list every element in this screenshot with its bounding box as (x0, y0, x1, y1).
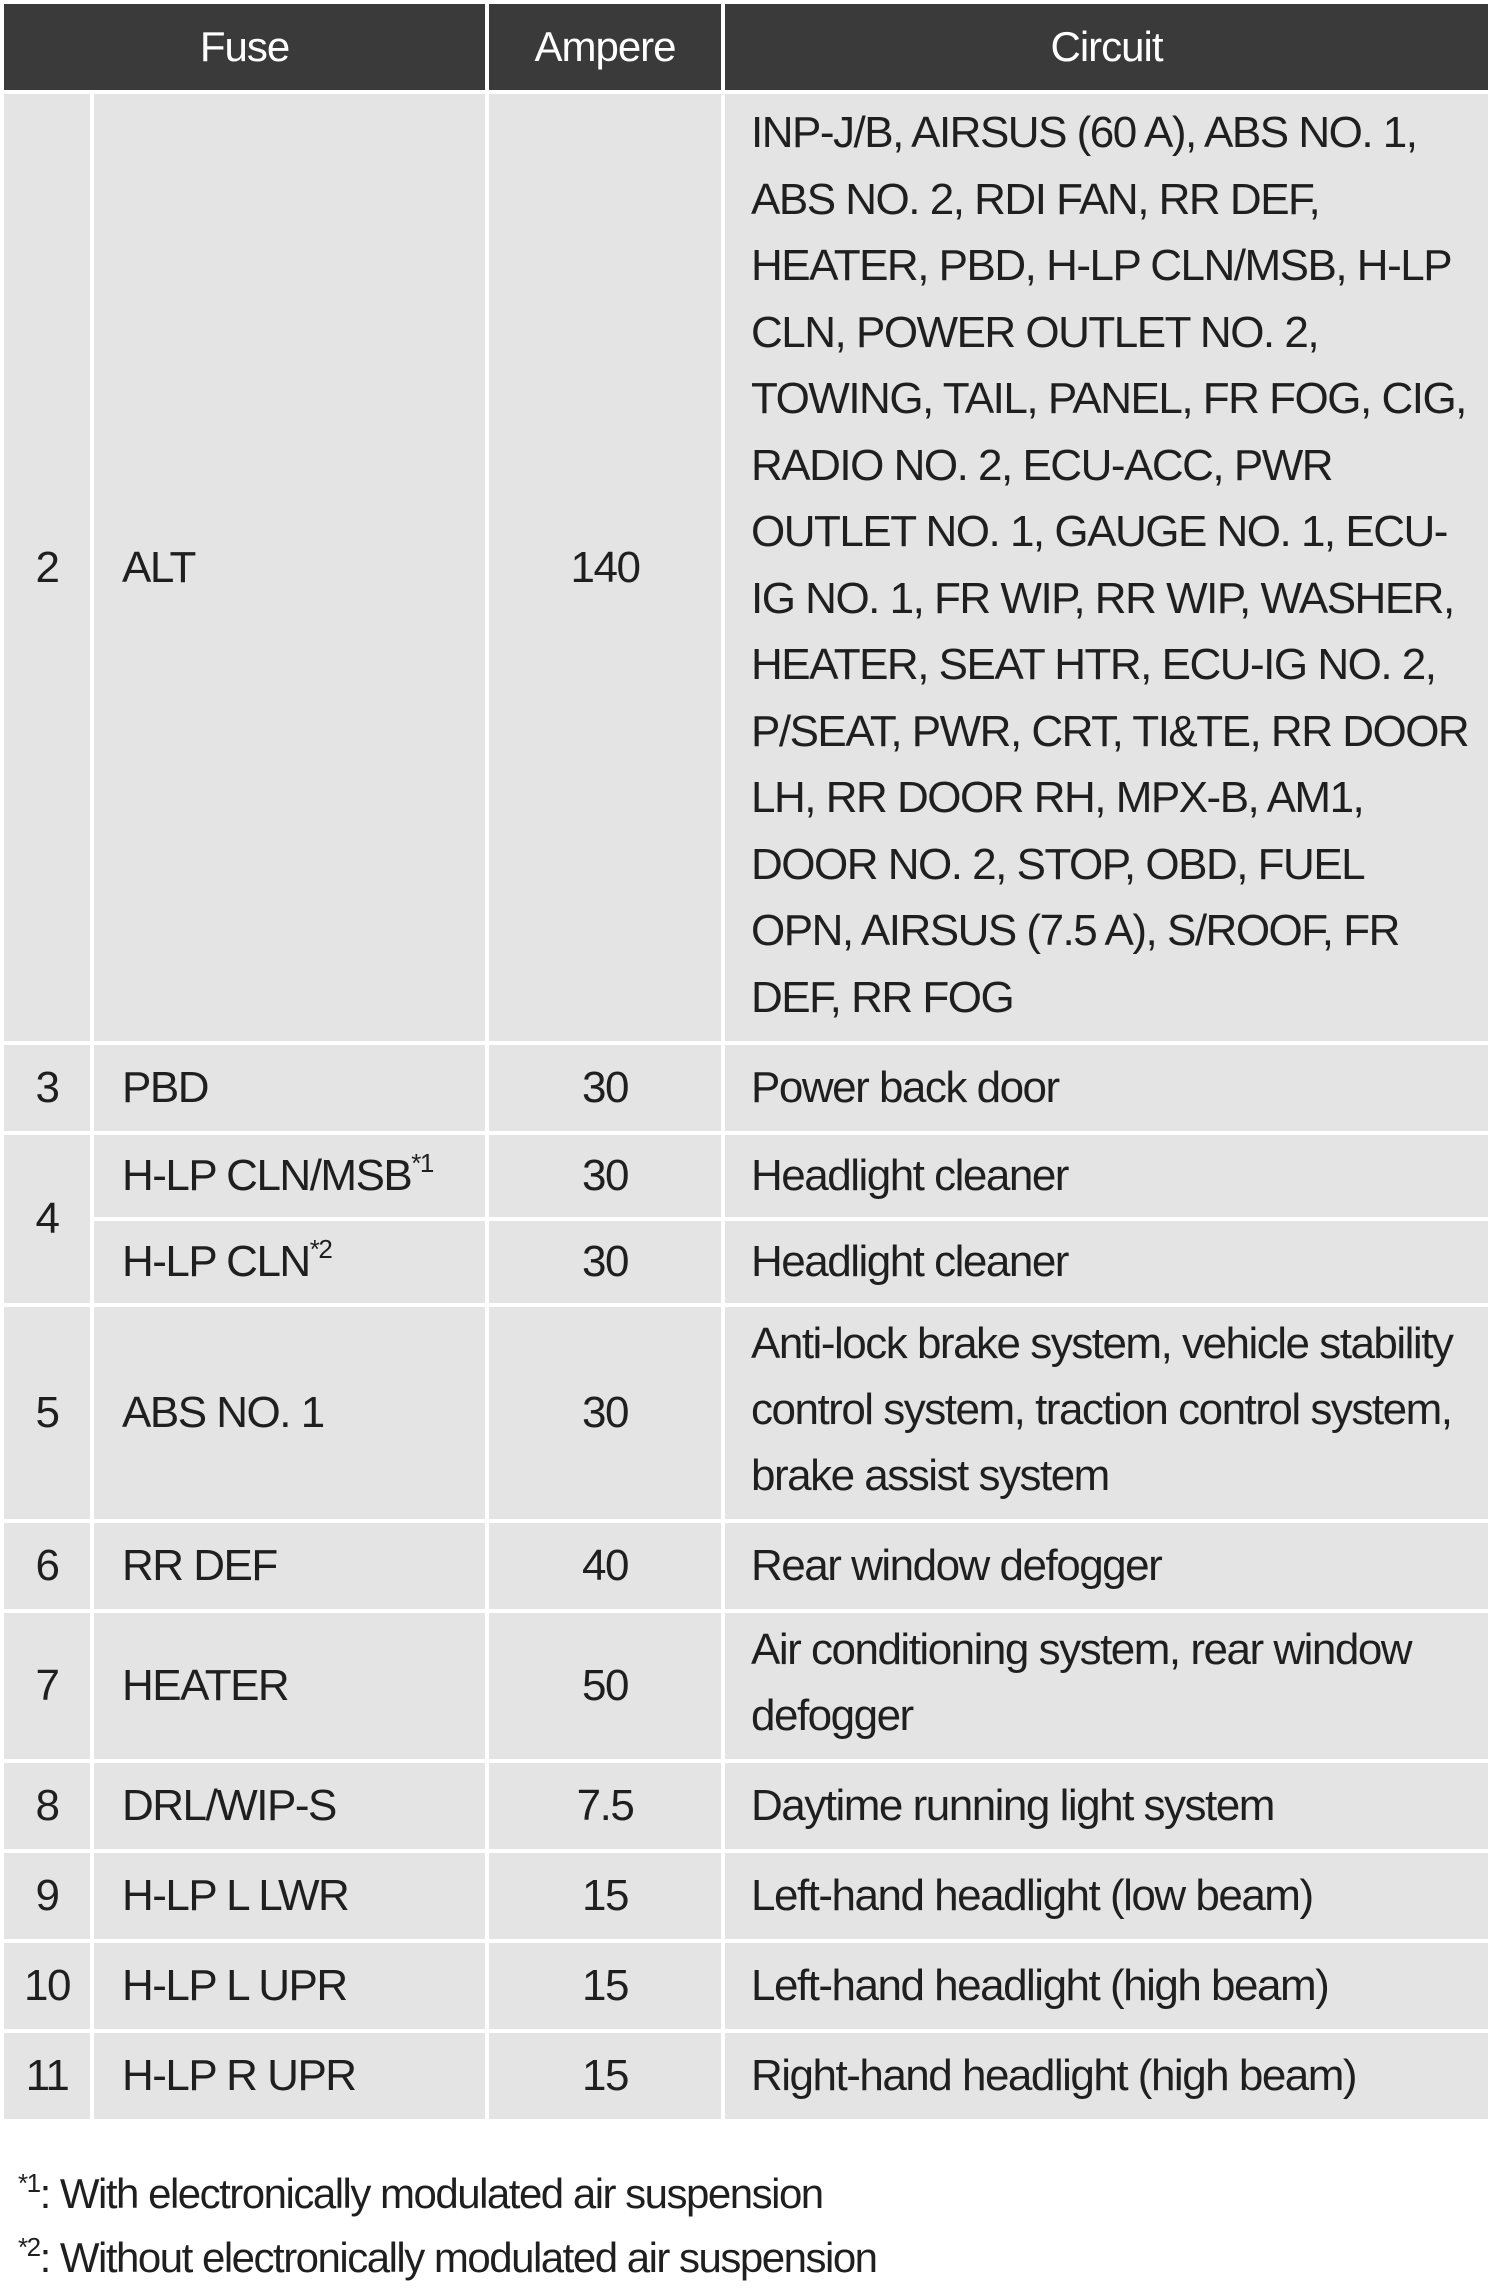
fuse-ampere: 30 (489, 1307, 721, 1519)
footnote-mark: *2 (309, 1234, 332, 1264)
table-row (4, 1307, 1488, 1519)
fuse-ampere: 7.5 (489, 1763, 721, 1849)
fuse-name-text: H-LP CLN/MSB (122, 1151, 412, 1200)
header-fuse: Fuse (4, 4, 485, 90)
table-row (4, 2033, 1488, 2119)
footnotes (18, 2162, 1478, 2290)
fuse-name: PBD (94, 1045, 485, 1131)
fuse-circuit: Daytime running light system (725, 1763, 1488, 1849)
fuse-name: HEATER (94, 1613, 485, 1759)
table-row (4, 1045, 1488, 1131)
fuse-name: DRL/WIP-S (94, 1763, 485, 1849)
header-ampere: Ampere (489, 4, 721, 90)
footnote-text: : Without electronically modulated air suspension (39, 2234, 877, 2281)
fuse-name: H-LP L LWR (94, 1853, 485, 1939)
footnote-mark-wrap (18, 2170, 40, 2217)
footnote (18, 2226, 1478, 2290)
footnote-text: : With electronically modulated air suspension (39, 2170, 823, 2217)
table-row (4, 1763, 1488, 1849)
fuse-circuit: Power back door (725, 1045, 1488, 1131)
fuse-name: H-LP L UPR (94, 1943, 485, 2029)
table-row (4, 1613, 1488, 1759)
fuse-ampere: 140 (489, 94, 721, 1041)
fuse-name: ALT (94, 94, 485, 1041)
fuse-name: H-LP R UPR (94, 2033, 485, 2119)
fuse-ampere: 15 (489, 1853, 721, 1939)
footnote (18, 2162, 1478, 2226)
fuse-ampere: 30 (489, 1045, 721, 1131)
fuse-ampere: 15 (489, 2033, 721, 2119)
fuse-number: 3 (4, 1045, 90, 1131)
fuse-name (94, 1135, 485, 1217)
fuse-number: 7 (4, 1613, 90, 1759)
fuse-ampere: 50 (489, 1613, 721, 1759)
fuse-circuit: Headlight cleaner (725, 1221, 1488, 1303)
fuse-ampere: 30 (489, 1221, 721, 1303)
header-circuit: Circuit (725, 4, 1488, 90)
table-row (4, 1221, 1488, 1303)
table-row (4, 1523, 1488, 1609)
fuse-number: 11 (4, 2033, 90, 2119)
fuse-number: 8 (4, 1763, 90, 1849)
table-row (4, 1853, 1488, 1939)
fuse-circuit: Headlight cleaner (725, 1135, 1488, 1217)
footnote-mark-wrap (18, 2234, 40, 2281)
fuse-circuit: Rear window defogger (725, 1523, 1488, 1609)
fuse-circuit: Right-hand headlight (high beam) (725, 2033, 1488, 2119)
fuse-circuit: Air conditioning system, rear window defogger (725, 1613, 1488, 1759)
fuse-ampere: 40 (489, 1523, 721, 1609)
fuse-circuit: Left-hand headlight (low beam) (725, 1853, 1488, 1939)
table-row (4, 1135, 1488, 1217)
fuse-number: 5 (4, 1307, 90, 1519)
table-row (4, 94, 1488, 1041)
fuse-circuit: INP-J/B, AIRSUS (60 A), ABS NO. 1, ABS NO. 2, RDI FAN, RR DEF, HEATER, PBD, H-LP CLN/MSB, H-LP CLN, POWER OUTLET NO. 2, TOWING, TAIL, PANEL, FR FOG, CIG, RADIO NO. 2, ECU-ACC, PWR OUTLET NO. 1, GAUGE NO. 1, ECU-IG NO. 1, FR WIP, RR WIP, WASHER, HEATER, SEAT HTR, ECU-IG NO. 2, P/SEAT, PWR, CRT, TI&TE, RR DOOR LH, RR DOOR RH, MPX-B, AM1, DOOR NO. 2, STOP, OBD, FUEL OPN, AIRSUS (7.5 A), S/ROOF, FR DEF, RR FOG (725, 94, 1488, 1041)
fuse-number: 2 (4, 94, 90, 1041)
table-row (4, 1943, 1488, 2029)
fuse-name: RR DEF (94, 1523, 485, 1609)
fuse-ampere: 30 (489, 1135, 721, 1217)
fuse-name (94, 1221, 485, 1303)
fuse-number: 4 (4, 1135, 90, 1303)
footnote-mark: *1 (411, 1148, 433, 1178)
fuse-name-text: H-LP CLN (122, 1237, 310, 1286)
fuse-circuit: Anti-lock brake system, vehicle stability control system, traction control system, brake assist system (725, 1307, 1488, 1519)
fuse-ampere: 15 (489, 1943, 721, 2029)
footnote-mark: *2 (18, 2232, 40, 2262)
table-header-row (4, 4, 1488, 90)
fuse-number: 10 (4, 1943, 90, 2029)
fuse-number: 6 (4, 1523, 90, 1609)
footnote-mark: *1 (18, 2168, 40, 2198)
fuse-circuit: Left-hand headlight (high beam) (725, 1943, 1488, 2029)
fuse-number: 9 (4, 1853, 90, 1939)
fuse-name: ABS NO. 1 (94, 1307, 485, 1519)
